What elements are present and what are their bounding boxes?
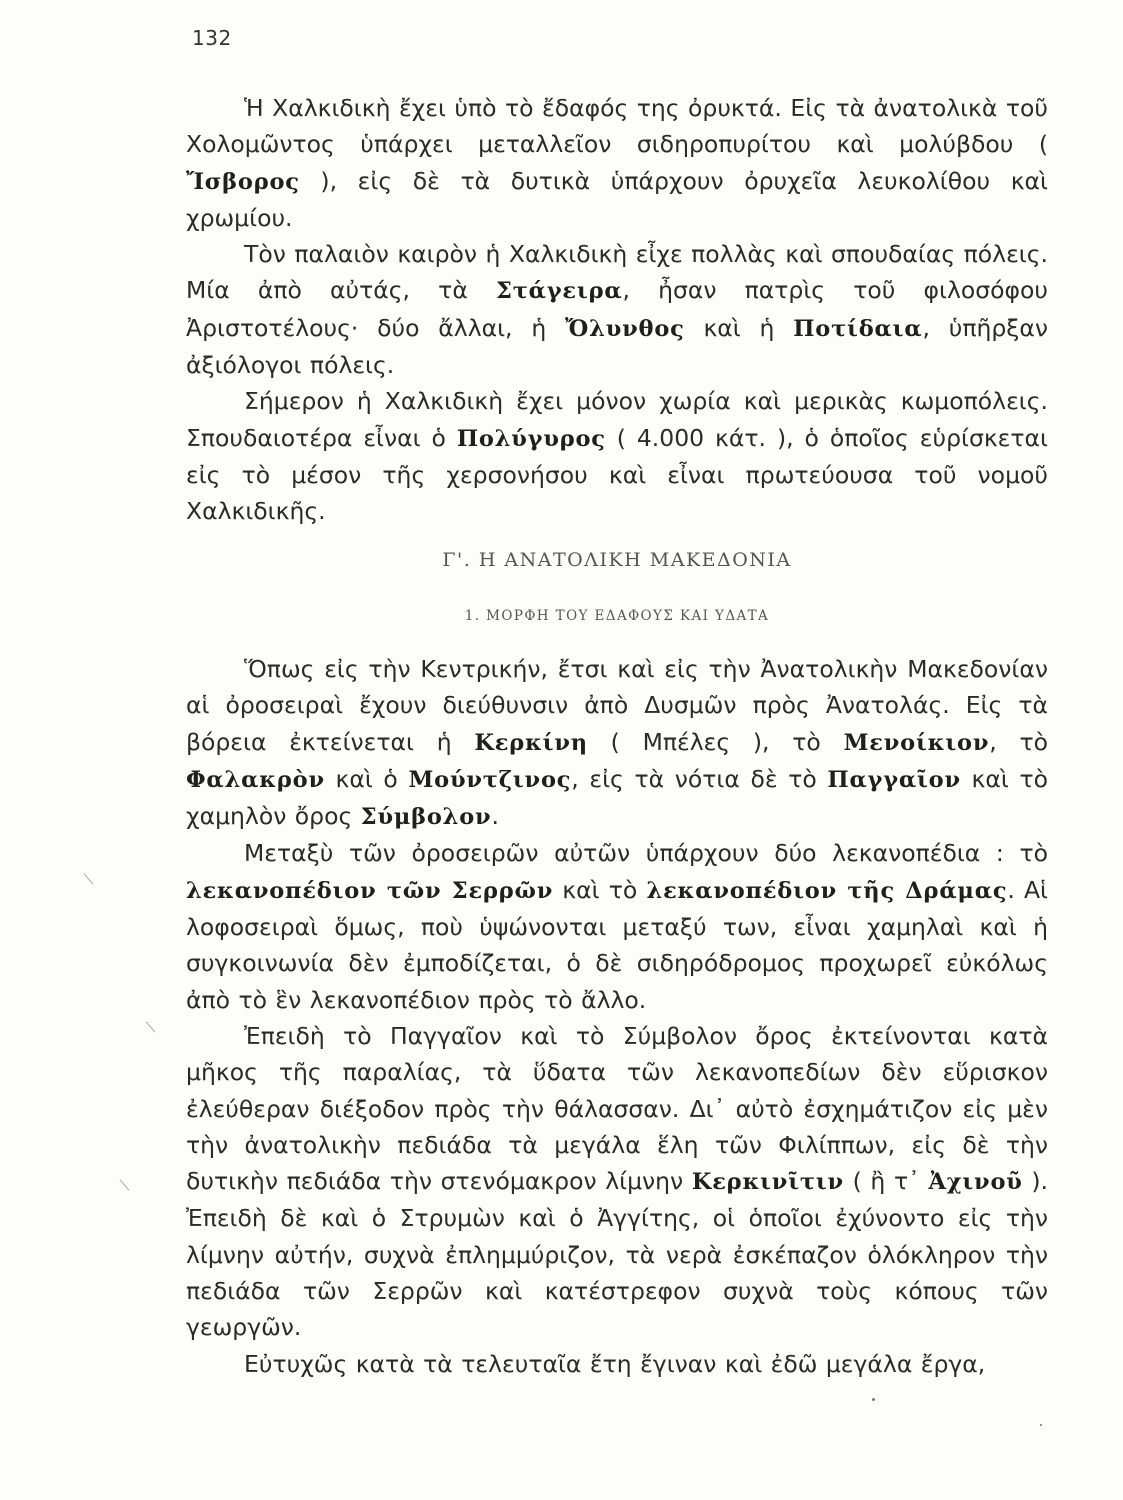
text-run: ( ἢ τ᾿ xyxy=(843,1167,929,1196)
place-name-potidaia: Ποτίδαια xyxy=(793,315,923,342)
place-name-falakron: Φαλακρὸν xyxy=(186,766,325,793)
place-name-symvolon: Σύμβολον xyxy=(360,804,492,831)
text-run: καὶ τὸ χαμηλὸν ὄρος xyxy=(186,764,1048,831)
text-run: . Αἱ λοφοσειραὶ ὅμως, ποὺ ὑψώνονται μεταξύ των, εἶναι χαμηλαὶ καὶ ἡ συγκοινωνία δὲν ἐμποδίζεται, ὁ δὲ σιδηρόδρομος προχωρεῖ εὐκόλως ἀπὸ τὸ ἓν λεκανοπέδιον πρὸς τὸ ἄλλο. xyxy=(186,875,1049,1014)
place-name-olynthos: Ὄλυνθος xyxy=(565,315,685,342)
place-name-stageira: Στάγειρα xyxy=(495,278,623,305)
place-name-kerkini: Κερκίνη xyxy=(474,729,588,756)
paragraph-works xyxy=(186,1346,1048,1382)
scan-speck xyxy=(872,1398,875,1401)
subsection-heading: 1. ΜΟΡΦΗ ΤΟΥ ΕΔΑΦΟΥΣ ΚΑΙ ΥΔΑΤΑ xyxy=(464,608,770,624)
place-name-achinou: Ἀχινοῦ xyxy=(928,1169,1023,1196)
text-run: . xyxy=(491,802,499,831)
text-block-east-macedonia xyxy=(186,651,1048,1382)
place-name-mountzinos: Μούντζινος xyxy=(408,766,572,793)
text-run: , εἰς τὰ νότια δὲ τὸ xyxy=(571,764,828,793)
place-name-pangaion: Παγγαῖον xyxy=(827,766,961,793)
text-run: , ἦσαν πατρὶς τοῦ φιλοσόφου Ἀριστοτέλους· δύο ἄλλαι, ἡ xyxy=(186,276,1048,342)
text-run: καὶ ὁ xyxy=(324,764,409,793)
scan-speck xyxy=(1040,1424,1042,1426)
paragraph-ancient-cities xyxy=(186,236,1048,383)
text-run: ( 4.000 κάτ. ), ὁ ὁποῖος εὑρίσκεται εἰς τὸ μέσον τῆς χερσονήσου καὶ εἶναι πρωτεύουσα τοῦ νομοῦ Χαλκιδικῆς. xyxy=(186,423,1048,526)
scan-mark xyxy=(146,1021,156,1032)
text-run: Εὐτυχῶς κατὰ τὰ τελευταῖα ἔτη ἔγιναν καὶ ἐδῶ μεγάλα ἔργα, xyxy=(244,1349,986,1378)
text-run: Ἐπειδὴ τὸ Παγγαῖον καὶ τὸ Σύμβολον ὄρος ἐκτείνονται κατὰ μῆκος τῆς παραλίας, τὰ ὕδατα τῶν λεκανοπεδίων δὲν εὕρισκον ἐλεύθεραν διέξοδον πρὸς τὴν θάλασσαν. Δι᾿ αὐτὸ ἐσχημάτιζον εἰς μὲν τὴν ἀνατολικὴν πεδιάδα τὰ μεγάλα ἕλη τῶν Φιλίππων, εἰς δὲ τὴν δυτικὴν πεδιάδα τὴν στενόμακρον λίμνην xyxy=(186,1021,1048,1196)
paragraph-today xyxy=(186,383,1048,529)
paragraph-minerals xyxy=(186,90,1048,236)
text-run: Τὸν παλαιὸν καιρὸν ἡ Χαλκιδικὴ εἶχε πολλὰς καὶ σπουδαίας πόλεις. Μία ἀπὸ αὐτάς, τὰ xyxy=(186,240,1048,305)
place-name-drama-basin: λεκανοπέδιον τῆς Δράμας xyxy=(646,877,1008,904)
place-name-serres-basin: λεκανοπέδιον τῶν Σερρῶν xyxy=(186,877,554,904)
place-name-kerkinitis: Κερκινῖτιν xyxy=(691,1169,844,1196)
text-run: Ὅπως εἰς τὴν Κεντρικήν, ἔτσι καὶ εἰς τὴν Ἀνατολικὴν Μακεδονίαν αἱ ὀροσειραὶ ἔχουν διεύθυνσιν ἀπὸ Δυσμῶν πρὸς Ἀνατολάς. Εἰς τὰ βόρεια ἐκτείνεται ἡ xyxy=(186,655,1048,756)
text-run: καὶ ἡ xyxy=(684,313,794,342)
section-heading: Γ'. Η ΑΝΑΤΟΛΙΚΗ ΜΑΚΕΔΟΝΙΑ xyxy=(442,549,792,571)
scan-mark xyxy=(84,873,94,884)
place-name-polygyros: Πολύγυρος xyxy=(456,425,606,452)
text-run: ( Μπέλες ), τὸ xyxy=(587,727,844,756)
text-run: Ἡ Χαλκιδικὴ ἔχει ὑπὸ τὸ ἔδαφός της ὀρυκτά. Εἰς τὰ ἀνατολικὰ τοῦ Χολομῶντος ὑπάρχει μεταλλεῖον σιδηροπυρίτου καὶ μολύβδου ( xyxy=(186,94,1048,159)
place-name-isvoros: Ἴσβορος xyxy=(186,168,300,195)
text-run: Μεταξὺ τῶν ὀροσειρῶν αὐτῶν ὑπάρχουν δύο λεκανοπέδια : τὸ xyxy=(244,839,1048,868)
text-run: καὶ τὸ xyxy=(553,875,647,904)
paragraph-mountain-ranges xyxy=(186,651,1048,835)
text-run: , τὸ xyxy=(989,727,1049,756)
page-number: 132 xyxy=(192,26,232,50)
text-run: , ὑπῆρξαν ἀξιόλογοι πόλεις. xyxy=(186,313,1048,380)
text-block-chalkidiki xyxy=(186,90,1048,530)
scan-mark xyxy=(120,1179,130,1190)
paragraph-basins xyxy=(186,835,1048,1017)
text-run: ). Ἐπειδὴ δὲ καὶ ὁ Στρυμὼν καὶ ὁ Ἀγγίτης, οἱ ὁποῖοι ἐχύνοντο εἰς τὴν λίμνην αὐτήν, συχνὰ ἐπλημμύριζον, τὰ νερὰ ἐσκέπαζον ὁλόκληρον τὴν πεδιάδα τῶν Σερρῶν καὶ κατέστρεφον συχνὰ τοὺς κόπους τῶν γεωργῶν. xyxy=(186,1167,1048,1342)
paragraph-waters xyxy=(186,1018,1048,1346)
place-name-menoikion: Μενοίκιον xyxy=(843,729,990,756)
text-run: Σήμερον ἡ Χαλκιδικὴ ἔχει μόνον χωρία καὶ μερικὰς κωμοπόλεις. Σπουδαιοτέρα εἶναι ὁ xyxy=(186,387,1048,452)
text-run: ), εἰς δὲ τὰ δυτικὰ ὑπάρχουν ὀρυχεῖα λευκολίθου καὶ χρωμίου. xyxy=(186,166,1048,232)
